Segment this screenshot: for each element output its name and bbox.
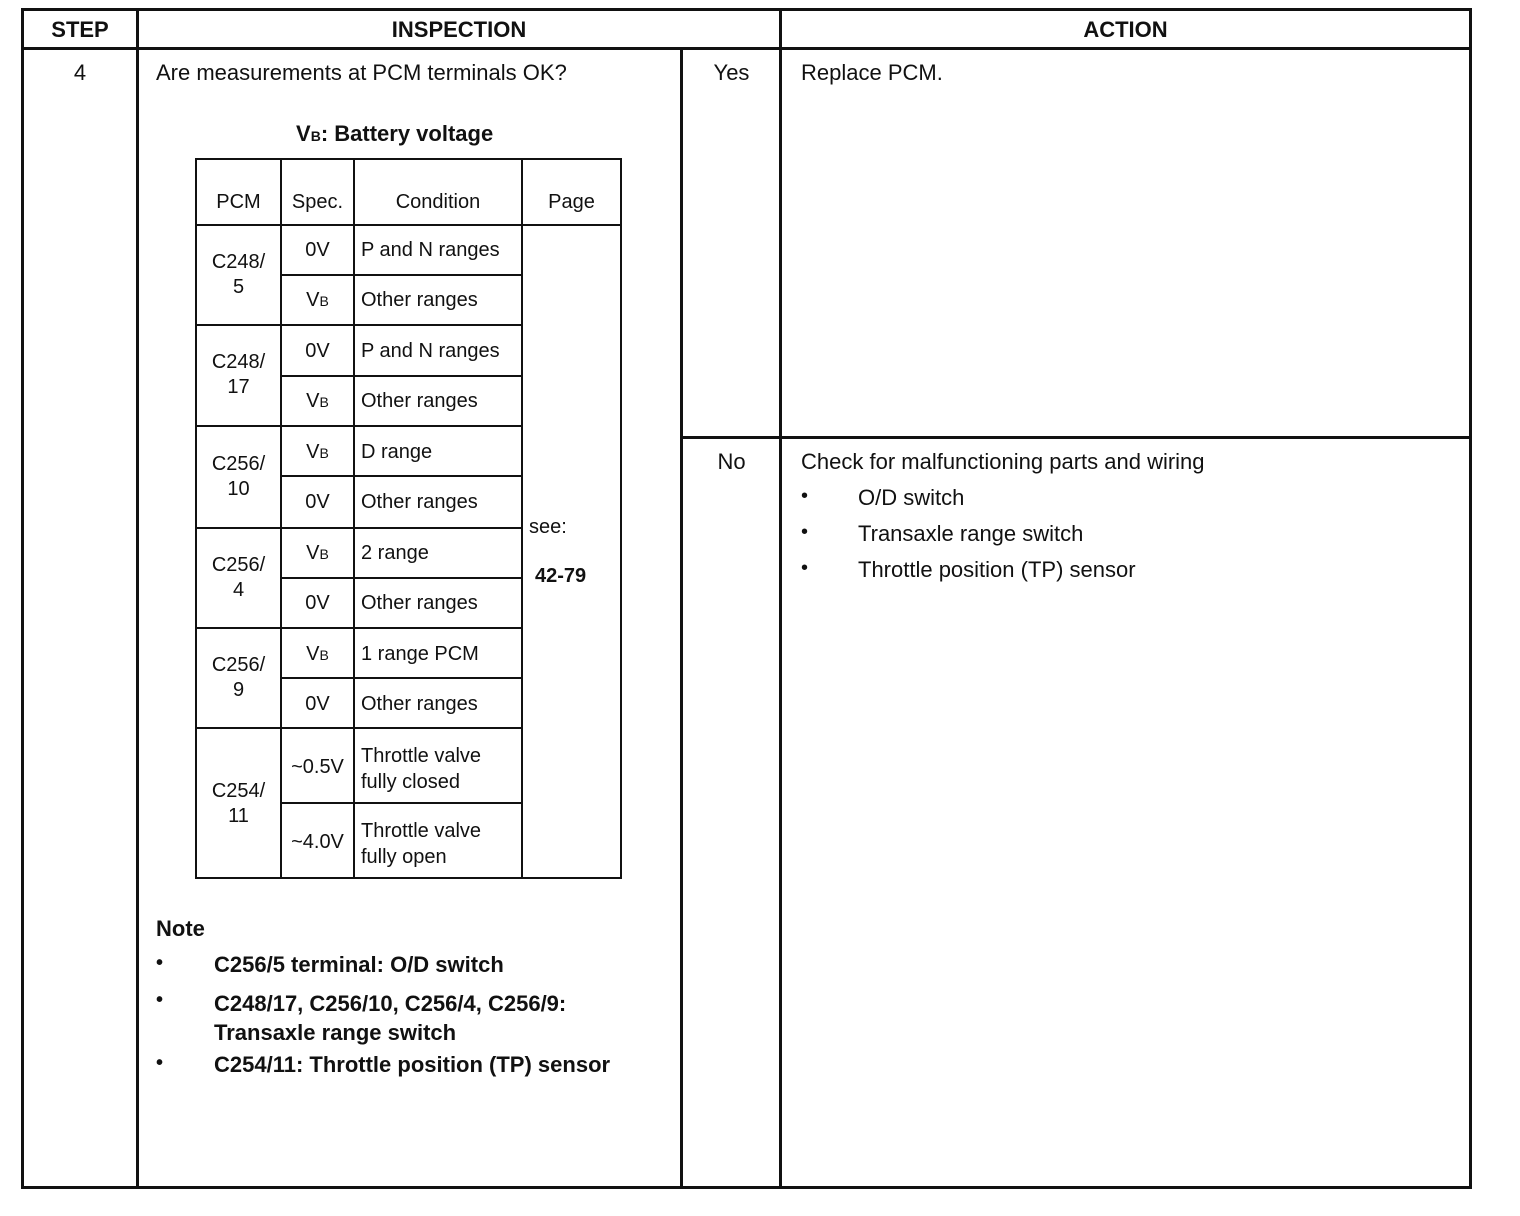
action-divider: [779, 8, 782, 1189]
outer-bottom-border: [21, 1186, 1472, 1189]
step-number: 4: [73, 60, 87, 85]
answer-divider: [680, 47, 683, 1189]
condition-text: Other ranges: [361, 693, 478, 715]
yes-action: Replace PCM.: [801, 60, 943, 85]
pcm-terminal: C256/ 9: [211, 654, 266, 701]
bullet-icon: •: [156, 989, 164, 1011]
condition-text: Other ranges: [361, 390, 478, 412]
pcm-terminal: C254/ 11: [211, 780, 266, 827]
bullet-icon: •: [156, 1052, 164, 1074]
spec-value: 0V: [305, 693, 330, 715]
outer-right-border: [1469, 8, 1472, 1189]
header-bottom-border: [21, 47, 1472, 50]
col-header-page: Page: [548, 191, 595, 213]
outer-left-border: [21, 8, 24, 1189]
header-action: ACTION: [1083, 17, 1168, 42]
spec-value: 0V: [305, 592, 330, 614]
pcm-terminal: C256/ 10: [211, 453, 266, 500]
yes-label: Yes: [713, 60, 750, 85]
spec-value: 0V: [305, 491, 330, 513]
condition-text: Throttle valve fully open: [361, 820, 482, 868]
condition-text: 2 range: [361, 542, 429, 564]
col-header-pcm: PCM: [216, 191, 261, 213]
no-label: No: [717, 449, 746, 474]
bullet-icon: •: [156, 952, 164, 974]
header-step: STEP: [51, 17, 109, 42]
page-reference: 42-79: [535, 565, 587, 587]
spec-value: 0V: [305, 340, 330, 362]
pcm-terminal: C248/ 5: [211, 251, 266, 298]
spec-value: VB: [306, 289, 329, 311]
condition-text: D range: [361, 441, 433, 463]
col-header-spec: Spec.: [291, 191, 344, 213]
pcm-terminal: C256/ 4: [211, 554, 266, 601]
spec-value: VB: [306, 441, 329, 463]
no-action: Check for malfunctioning parts and wiring: [801, 449, 1205, 474]
no-item: O/D switch: [858, 485, 965, 510]
page-see-label: see:: [529, 516, 567, 538]
note-title: Note: [156, 916, 205, 941]
spec-value: ~4.0V: [291, 831, 344, 853]
step-divider: [136, 8, 139, 1189]
spec-value: VB: [306, 643, 329, 665]
yes-no-divider: [680, 436, 1472, 439]
no-item: Throttle position (TP) sensor: [858, 557, 1136, 582]
vb-caption: VB: Battery voltage: [296, 121, 494, 146]
inspection-question: Are measurements at PCM terminals OK?: [156, 60, 567, 85]
condition-text: Other ranges: [361, 289, 478, 311]
spec-value: ~0.5V: [291, 756, 344, 778]
condition-text: Throttle valve fully closed: [361, 745, 482, 793]
condition-text: P and N ranges: [361, 239, 500, 261]
condition-text: Other ranges: [361, 491, 478, 513]
bullet-icon: •: [801, 521, 809, 543]
pcm-terminal: C248/ 17: [211, 351, 266, 398]
col-header-condition: Condition: [395, 191, 481, 213]
note-item: C256/5 terminal: O/D switch: [214, 952, 504, 977]
condition-text: P and N ranges: [361, 340, 500, 362]
spec-value: VB: [306, 542, 329, 564]
spec-value: VB: [306, 390, 329, 412]
outer-top-border: [21, 8, 1472, 11]
condition-text: 1 range PCM: [361, 643, 479, 665]
note-item: C248/17, C256/10, C256/4, C256/9: Transaxle range switch: [214, 991, 567, 1045]
no-item: Transaxle range switch: [858, 521, 1084, 546]
condition-text: Other ranges: [361, 592, 478, 614]
spec-value: 0V: [305, 239, 330, 261]
bullet-icon: •: [801, 557, 809, 579]
note-item: C254/11: Throttle position (TP) sensor: [214, 1052, 611, 1077]
bullet-icon: •: [801, 485, 809, 507]
header-inspection: INSPECTION: [391, 17, 527, 42]
